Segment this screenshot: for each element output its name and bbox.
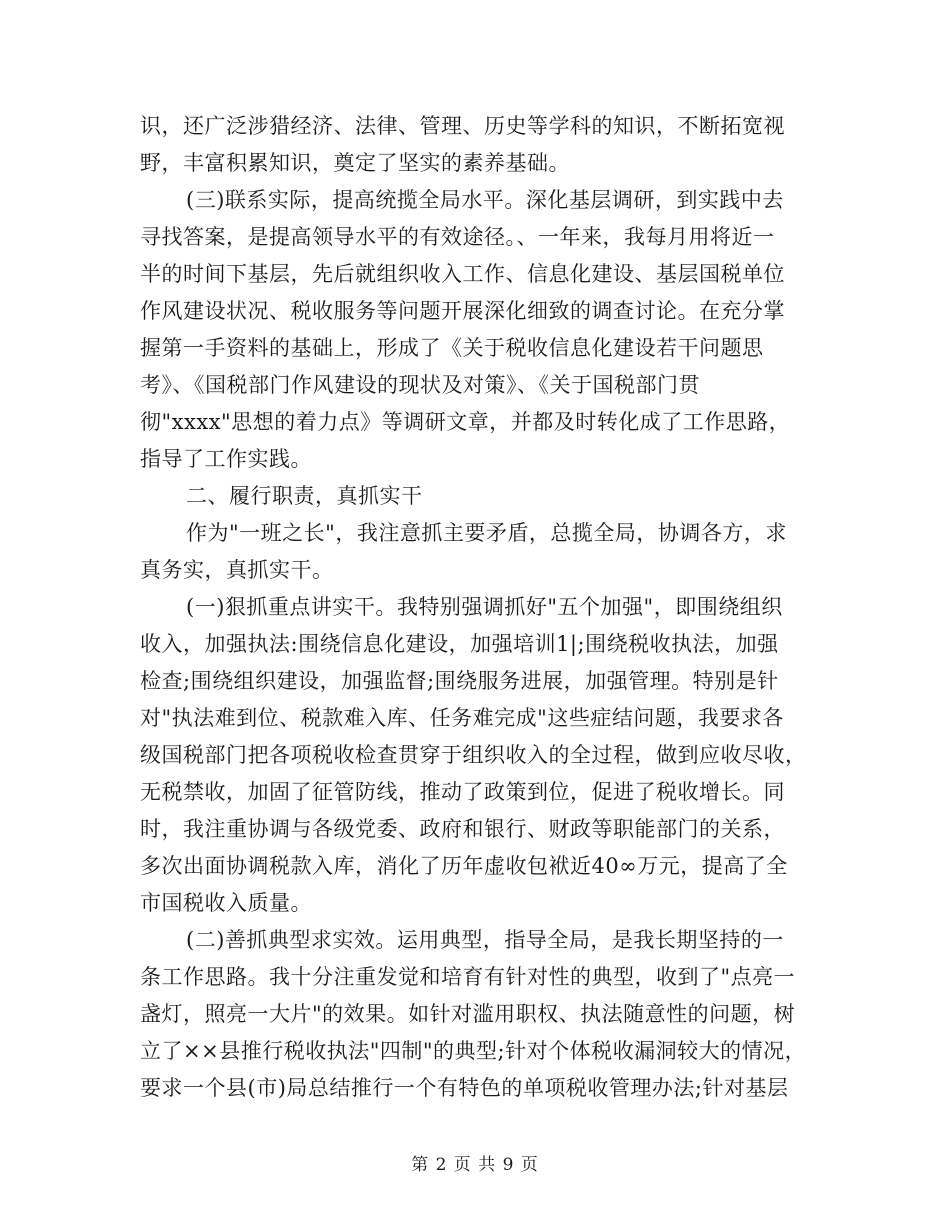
text-line: 作风建设状况、税收服务等问题开展深化细致的调查讨论。在充分掌: [140, 299, 785, 323]
text-line: 彻"xxxx"思想的着力点》等调研文章，并都及时转化成了工作思路，: [140, 410, 791, 434]
text-line: 作为"一班之长"，我注意抓主要矛盾，总揽全局，协调各方，求: [186, 521, 787, 545]
text-line: 真务实，真抓实干。: [140, 558, 334, 582]
text-line: 半的时间下基层，先后就组织收入工作、信息化建设、基层国税单位: [140, 262, 785, 286]
text-line: 立了××县推行税收执法"四制"的典型;针对个体税收漏洞较大的情况，: [140, 1039, 807, 1063]
text-line: 寻找答案，是提高领导水平的有效途径。、一年来，我每月用将近一: [140, 225, 775, 249]
text-line: 条工作思路。我十分注重发觉和培育有针对性的典型，收到了"点亮一: [140, 965, 796, 989]
text-line: 握第一手资料的基础上，形成了《关于税收信息化建设若干问题思: [140, 336, 764, 360]
text-line: 级国税部门把各项税收检查贯穿于组织收入的全过程，做到应收尽收，: [140, 743, 807, 767]
text-line: 要求一个县(市)局总结推行一个有特色的单项税收管理办法;针对基层: [140, 1076, 789, 1100]
text-line: 无税禁收，加固了征管防线，推动了政策到位，促进了税收增长。同: [140, 780, 785, 804]
document-body: [140, 108, 820, 1107]
text-line: (三)联系实际，提高统揽全局水平。深化基层调研，到实践中去: [186, 188, 784, 212]
text-line: 盏灯，照亮一大片"的效果。如针对滥用职权、执法随意性的问题，树: [140, 1002, 796, 1026]
text-line: 检查;围绕组织建设，加强监督;围绕服务进展，加强管理。特别是针: [140, 669, 779, 693]
text-line: 对"执法难到位、税款难入库、任务难完成"这些症结问题，我要求各: [140, 706, 784, 730]
section-heading: 二、履行职责，真抓实干: [186, 484, 423, 508]
text-line: 考》、《国税部门作风建设的现状及对策》、《关于国税部门贯: [140, 373, 700, 397]
text-line: 时，我注重协调与各级党委、政府和银行、财政等职能部门的关系，: [140, 817, 785, 841]
text-line: 识，还广泛涉猎经济、法律、管理、历史等学科的知识，不断拓宽视: [140, 114, 785, 138]
text-line: 多次出面协调税款入库，消化了历年虚收包袱近40∞万元，提高了全: [140, 854, 788, 878]
text-line: (二)善抓典型求实效。运用典型，指导全局，是我长期坚持的一: [186, 928, 784, 952]
page-number-footer: 第 2 页 共 9 页: [411, 1155, 539, 1175]
text-line: 市国税收入质量。: [140, 891, 312, 915]
text-line: 收入，加强执法:围绕信息化建设，加强培训1|;围绕税收执法，加强: [140, 632, 779, 656]
text-line: 野，丰富积累知识，奠定了坚实的素养基础。: [140, 151, 570, 175]
text-line: (一)狠抓重点讲实干。我特别强调抓好"五个加强"，即围绕组织: [186, 595, 783, 619]
text-line: 指导了工作实践。: [140, 447, 312, 471]
